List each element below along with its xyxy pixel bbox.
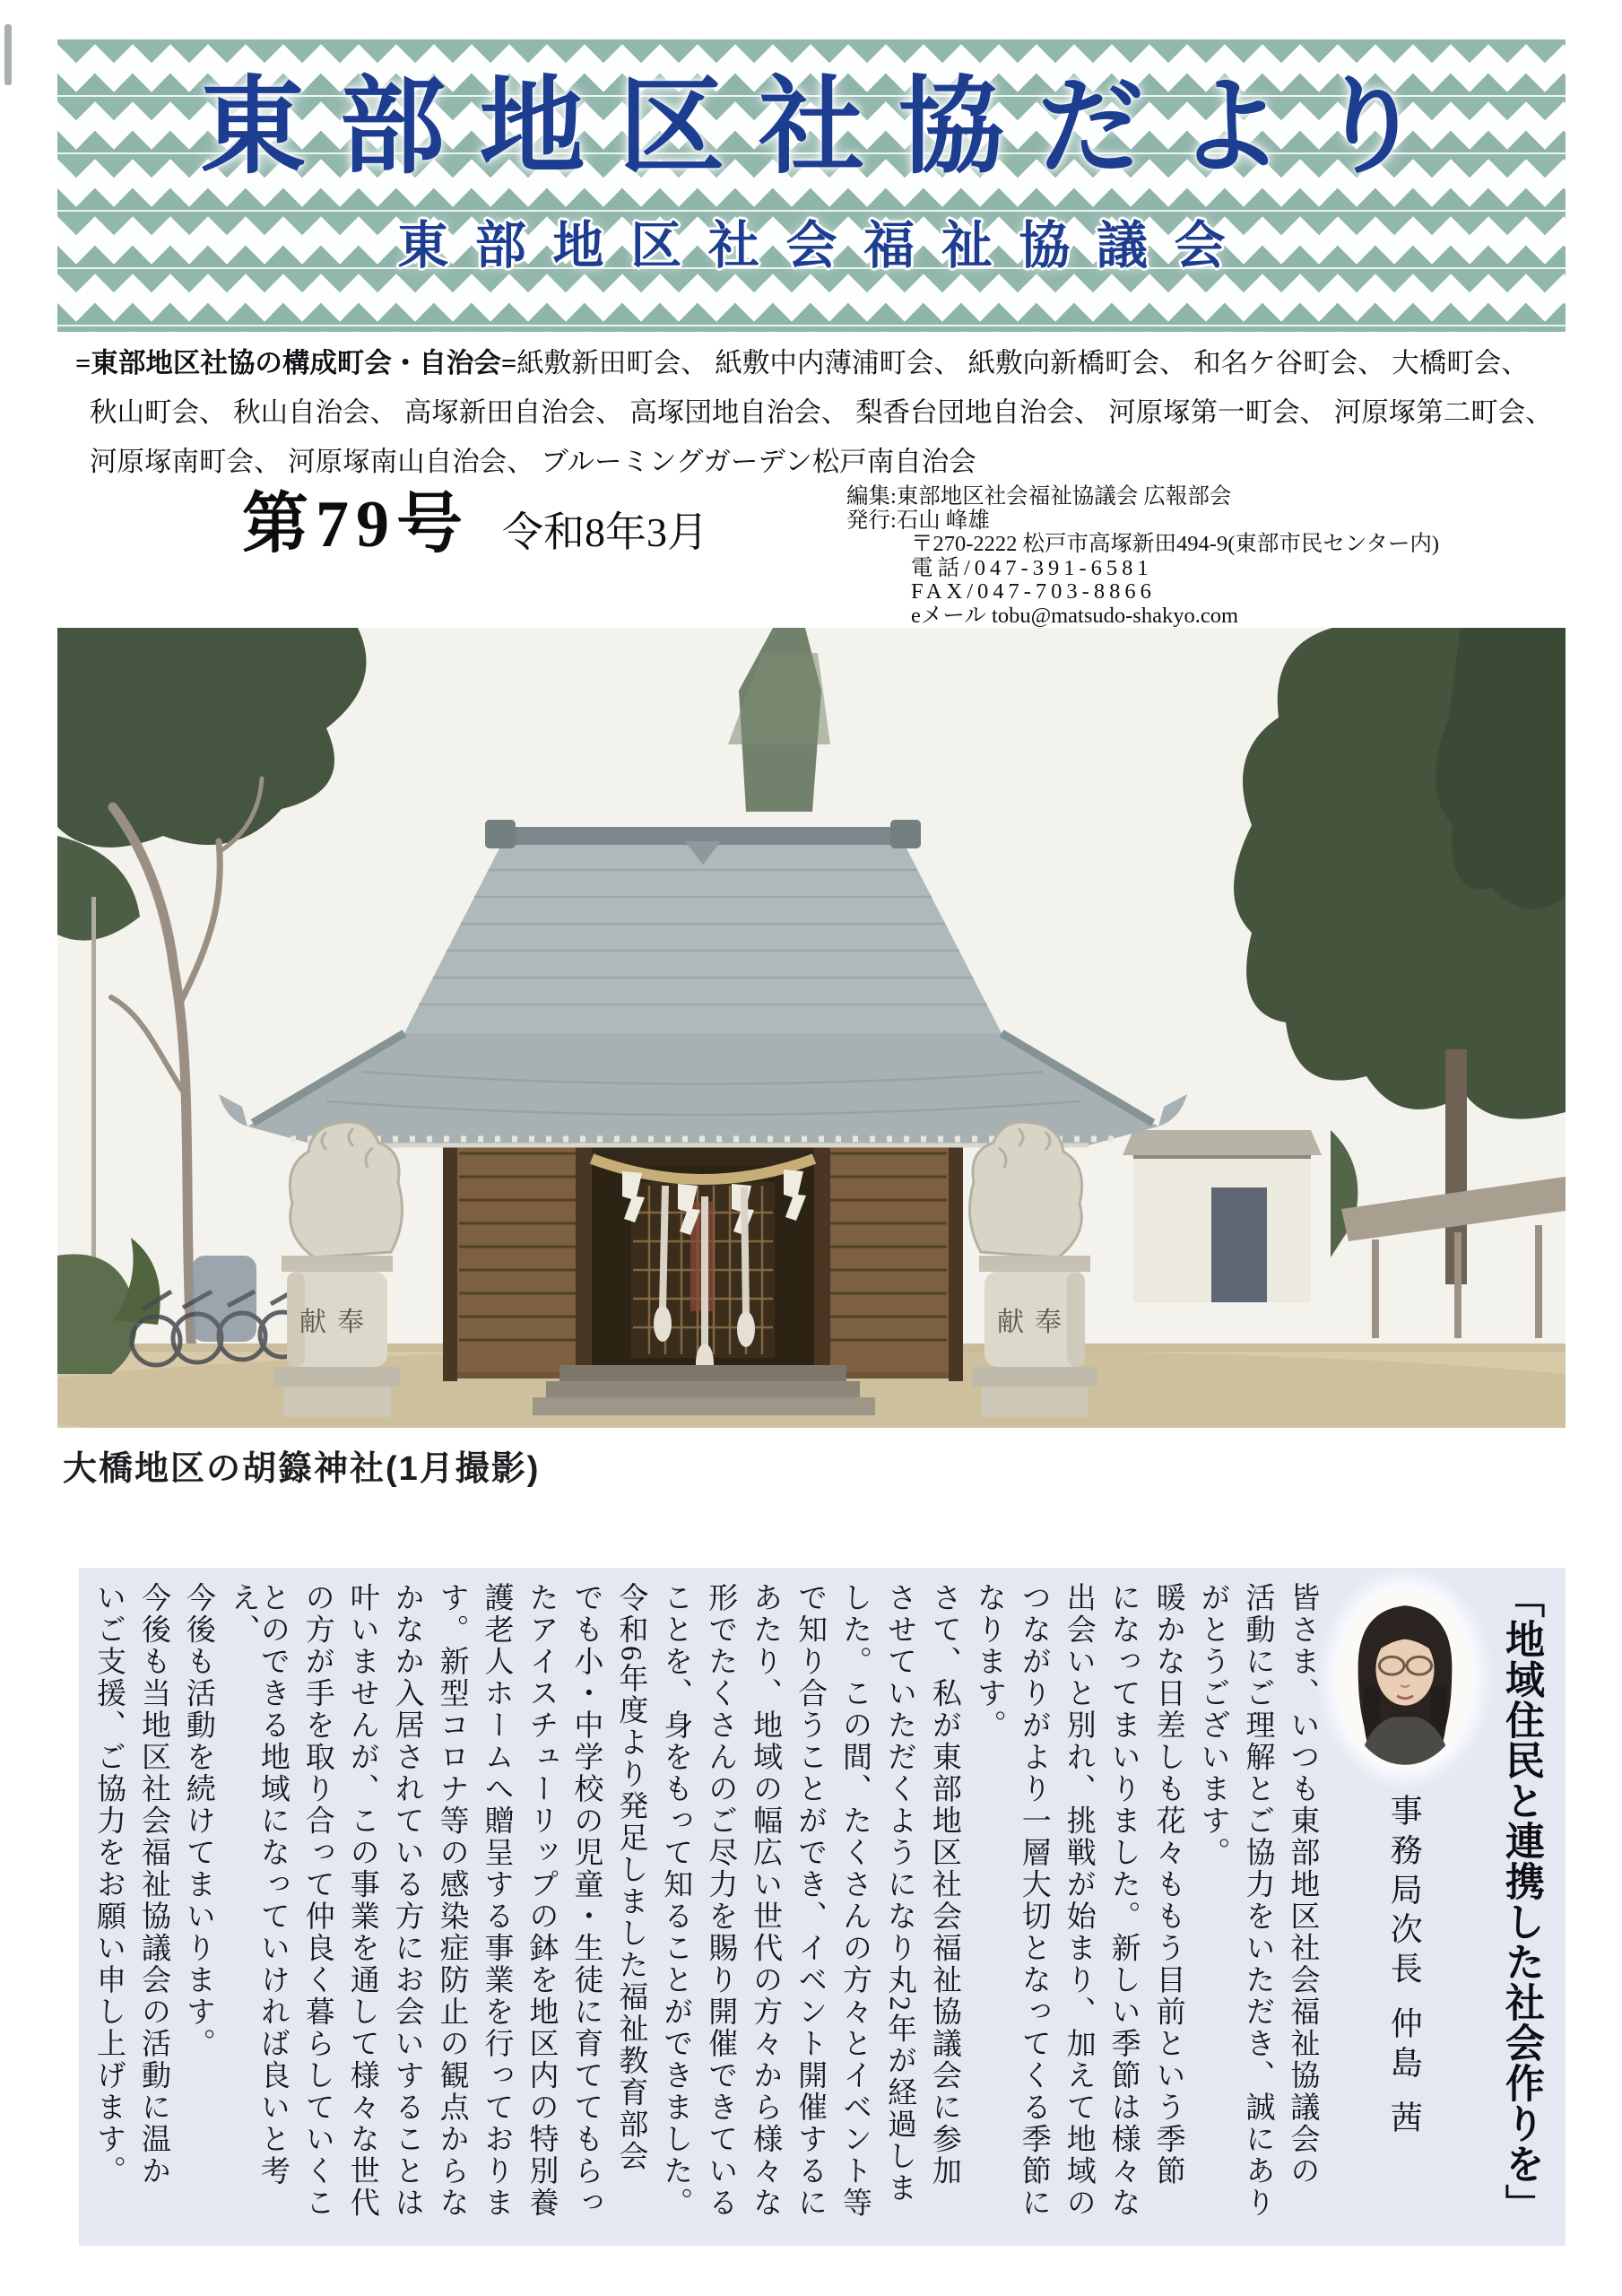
scan-artifact — [4, 24, 12, 85]
pillar-inscription-right: 献奉 — [997, 1308, 1072, 1337]
article-column: なります。 — [972, 1582, 1005, 1742]
member-association-list — [75, 339, 1567, 487]
publication-publisher: 発行:石山 峰雄 — [846, 508, 990, 533]
article-column: あたり、地域の幅広い世代の方々から様々な — [749, 1582, 782, 2219]
publication-address: 〒270-2222 松戸市高塚新田494-9(東部市民センター内) — [911, 532, 1440, 556]
article-column: す。新型コロナ等の感染症防止の観点からな — [435, 1582, 468, 2219]
article-column: とのできる地域になっていければ良いと考え、 — [226, 1582, 289, 2187]
article-column: 皆さま、いつも東部地区社会福祉協議会の — [1286, 1582, 1319, 2187]
article-column: の方が手を取り合って仲良く暮らしていくこ — [300, 1582, 334, 2219]
newsletter-title: 東部地区社協だより — [199, 68, 1457, 187]
publication-block — [846, 485, 1439, 628]
shrine-photo-illustration — [57, 628, 1566, 1428]
publication-tel: 電話/047-391-6581 — [911, 555, 1153, 580]
members-label: =東部地区社協の構成町会・自治会= — [75, 348, 517, 378]
publication-fax: FAX/047-703-8866 — [911, 579, 1156, 604]
article-column: かなか入居されている方にお会いすることは — [390, 1582, 423, 2219]
article-column: さて、私が東部地区社会福祉協議会に参加 — [927, 1582, 960, 2187]
article-column: 今後も活動を続けてまいります。 — [181, 1582, 214, 2060]
publication-editor: 編集:東部地区社会福祉協議会 広報部会 — [846, 484, 1232, 509]
author-portrait — [1339, 1589, 1471, 1767]
newsletter-subtitle: 東部地区社会福祉協議会 — [397, 216, 1253, 274]
article-column: がとうございます。 — [1196, 1582, 1229, 1869]
article-column: で知り合うことができ、イベント開催するに — [794, 1582, 827, 2219]
article-column: した。この間、たくさんの方々とイベント等 — [838, 1582, 871, 2219]
article-column: でも小・中学校の児童・生徒に育ててもらっ — [569, 1582, 603, 2219]
author-portrait-illustration — [1339, 1589, 1471, 1767]
article-column: たアイスチューリップの鉢を地区内の特別養 — [525, 1582, 558, 2219]
article-column: させていただくようになり丸2年が経過しま — [882, 1582, 915, 2205]
article-body — [91, 1578, 1326, 2235]
article-column: いご支援、ご協力をお願い申し上げます。 — [92, 1582, 125, 2187]
members-line-1 — [75, 339, 1567, 388]
pillar-inscription-left: 献奉 — [299, 1308, 375, 1337]
article-column: つながりがより一層大切となってくる季節に — [1017, 1582, 1050, 2219]
issue-number: 第79号 — [242, 488, 470, 561]
stone-pillar-right — [970, 1122, 1098, 1417]
article-column: 出会いと別れ、挑戦が始まり、加えて地域の — [1062, 1582, 1095, 2219]
article-column: 形でたくさんのご尽力を賜り開催できている — [704, 1582, 737, 2219]
stone-pillar-left — [274, 1122, 403, 1417]
article-column: 活動にご理解とご協力をいただき、誠にあり — [1241, 1582, 1274, 2219]
publication-email: eメール tobu@matsudo-shakyo.com — [911, 603, 1239, 628]
article-title: 「地域住民と連携した社会作りを」 — [1499, 1578, 1543, 2224]
shrine-photo — [57, 628, 1566, 1428]
members-line-2: 秋山町会、 秋山自治会、 高塚新田自治会、 高塚団地自治会、 梨香台団地自治会、 河原塚第一町会、 河原塚第二町会、 — [90, 397, 1553, 428]
article-section — [79, 1568, 1566, 2246]
article-column: 暖かな日差しも花々ももう目前という季節 — [1151, 1582, 1184, 2187]
article-author-block — [1326, 1578, 1484, 2235]
article-column: 今後も当地区社会福祉協議会の活動に温か — [136, 1582, 169, 2187]
article-column: になってまいりました。新しい季節は様々な — [1106, 1582, 1140, 2219]
author-name: 事務局次長 仲島 茜 — [1386, 1794, 1423, 2140]
members-line-1-text: 紙敷新田町会、 紙敷中内薄浦町会、 紙敷向新橋町会、 和名ケ谷町会、 大橋町会、 — [516, 348, 1529, 378]
masthead-banner — [57, 39, 1566, 332]
issue-info — [242, 488, 708, 561]
article-column: 護老人ホームへ贈呈する事業を行っておりま — [480, 1582, 513, 2219]
article-column: ことを、身をもって知ることができました。 — [659, 1582, 692, 2219]
article-column: 令和6年度より発足しました福祉教育部会 — [614, 1582, 647, 2172]
photo-caption: 大橋地区の胡籙神社(1月撮影) — [63, 1450, 541, 1488]
article-column: 叶いませんが、この事業を通して様々な世代 — [345, 1582, 378, 2219]
issue-date: 令和8年3月 — [502, 509, 708, 555]
members-line-3: 河原塚南町会、 河原塚南山自治会、 ブルーミングガーデン松戸南自治会 — [90, 447, 976, 477]
